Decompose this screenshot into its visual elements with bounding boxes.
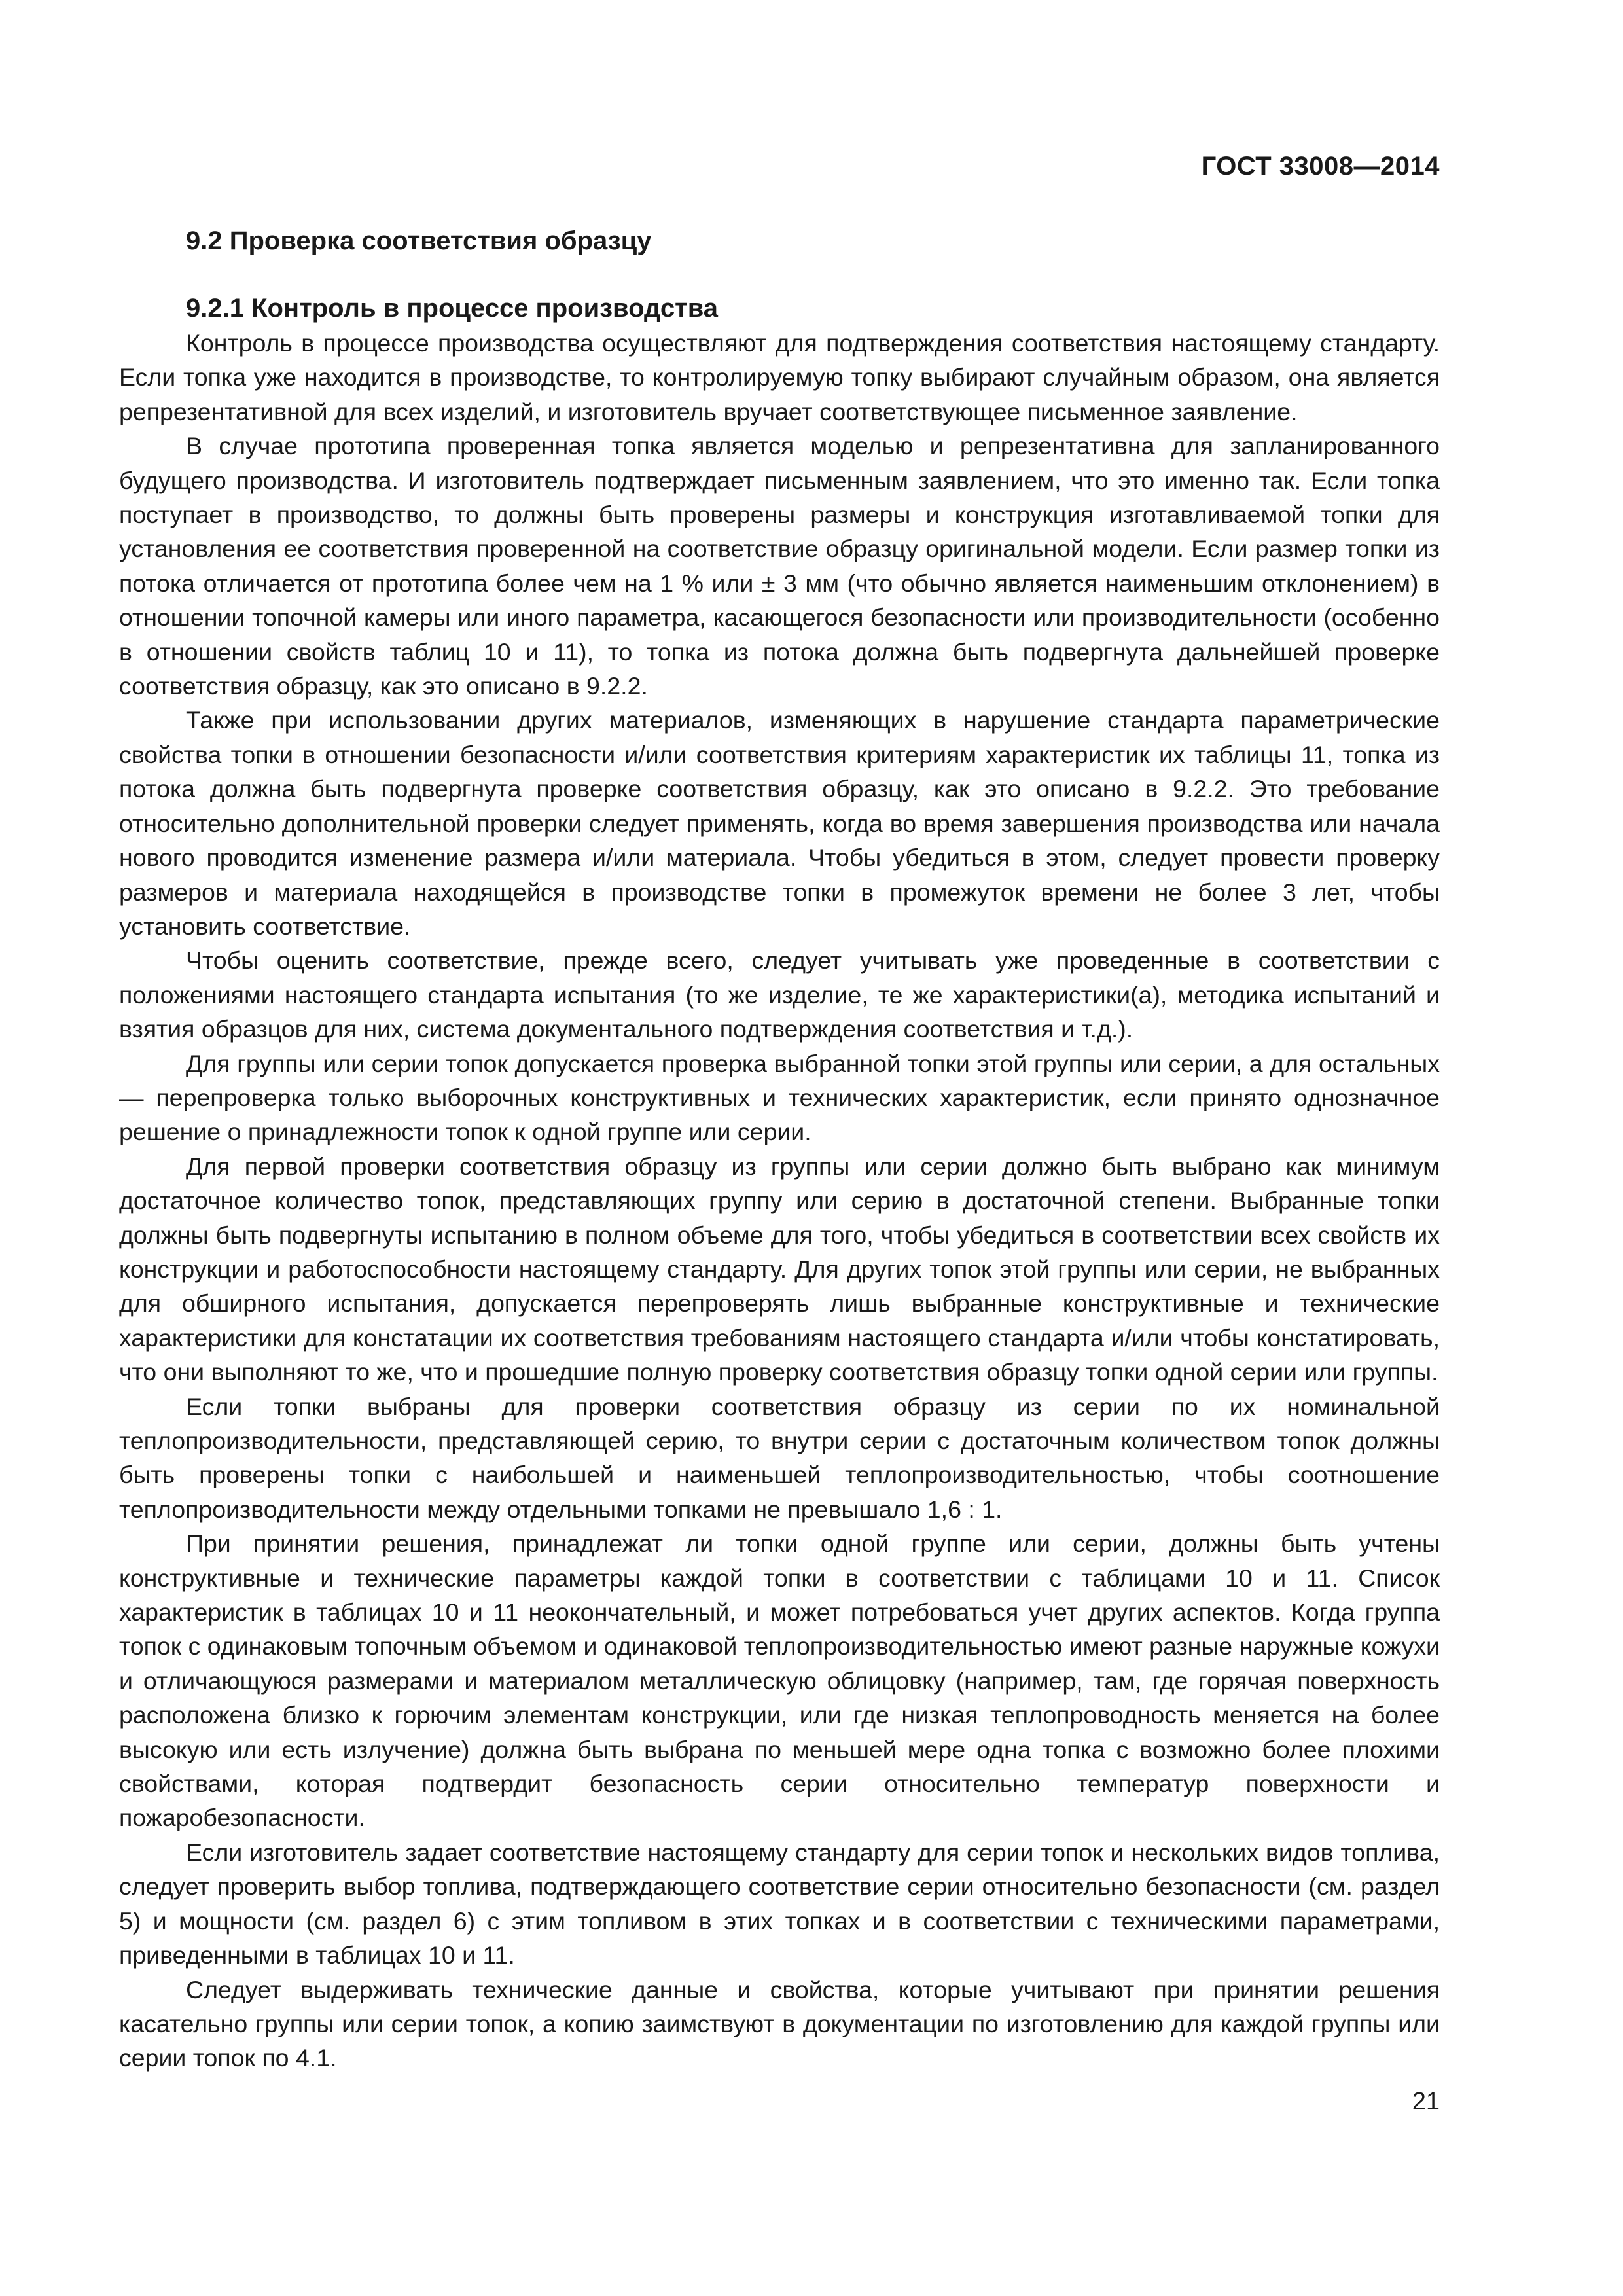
paragraph: Для первой проверки соответствия образцу из группы или серии должно быть выбрано как минимум достаточное количество топок, представляющих группу или серию в достаточной степени. Выбранные топки должны быть подвергнуты испытанию в полном объеме для того, чтобы убедиться в соответствии всех свойств их конструкции и работоспособности настоящему стандарту. Для других топок этой группы или серии, не выбранных для обширного испытания, допускается перепроверять лишь выбранные конструктивные и технические характеристики для констатации их соответствия требованиям настоящего стандарта и/или чтобы констатировать, что они выполняют то же, что и прошедшие полную проверку соответствия образцу топки одной серии или группы. [119, 1152, 1440, 1386]
paragraph: Также при использовании других материалов, изменяющих в нарушение стандарта параметрические свойства топки в отношении безопасности и/или соответствия критериям характеристик их таблицы 11, топка из потока должна быть подвергнута проверке соответствия образцу, как это описано в 9.2.2. Это требование относительно дополнительной проверки следует применять, когда во время завершения производства или начала нового проводится изменение размера и/или материала. Чтобы убедиться в этом, следует провести проверку размеров и материала находящейся в производстве топки в промежуток времени не более 3 лет, чтобы установить соответствие. [119, 706, 1440, 940]
paragraph: Если топки выбраны для проверки соответствия образцу из серии по их номинальной теплопроизводительности, представляющей серию, то внутри серии с достаточным количеством топок должны быть проверены топки с наибольшей и наименьшей теплопроизводительностью, чтобы соотношение теплопроизводительности между отдельными топками не превышало 1,6 : 1. [119, 1392, 1440, 1523]
paragraph: Контроль в процессе производства осуществляют для подтверждения соответствия настоящему стандарту. Если топка уже находится в производстве, то контролируемую топку выбирают случайным образом, она является репрезентативной для всех изделий, и изготовитель вручает соответствующее письменное заявление. [119, 329, 1440, 425]
subsection-heading: 9.2.1 Контроль в процессе производства [186, 294, 719, 323]
paragraph: При принятии решения, принадлежат ли топки одной группе или серии, должны быть учтены конструктивные и технические параметры каждой топки в соответствии с таблицами 10 и 11. Список характеристик в таблицах 10 и 11 неокончательный, и может потребоваться учет других аспектов. Когда группа топок с одинаковым топочным объемом и одинаковой теплопроизводительностью имеют разные наружные кожухи и отличающуюся размерами и материалом металлическую облицовку (например, там, где горячая поверхность расположена близко к горючим элементам конструкции, или где низкая теплопроводность меняется на более высокую или есть излучение) должна быть выбрана по меньшей мере одна топка с возможно более плохими свойствами, которая подтвердит безопасность серии относительно температур поверхности и пожаробезопасности. [119, 1530, 1440, 1832]
page-content [119, 223, 1440, 2075]
page-number: 21 [1412, 2088, 1440, 2115]
paragraph: Следует выдерживать технические данные и свойства, которые учитывают при принятии решения касательно группы или серии топок, а копию заимствуют в документации по изготовлению для каждой группы или серии топок по 4.1. [119, 1975, 1440, 2072]
paragraph: Для группы или серии топок допускается проверка выбранной топки этой группы или серии, а для остальных — перепроверка только выборочных конструктивных и технических характеристик, если принято однозначное решение о принадлежности топок к одной группе или серии. [119, 1049, 1440, 1146]
document-code: ГОСТ 33008—2014 [1201, 152, 1440, 181]
paragraph: Чтобы оценить соответствие, прежде всего, следует учитывать уже проведенные в соответствии с положениями настоящего стандарта испытания (то же изделие, те же характеристики(а), методика испытаний и взятия образцов для них, система документального подтверждения соответствия и т.д.). [119, 946, 1440, 1043]
paragraph: В случае прототипа проверенная топка является моделью и репрезентативна для запланированного будущего производства. И изготовитель подтверждает письменным заявлением, что это именно так. Если топка поступает в производство, то должны быть проверены размеры и конструкция изготавливаемой топки для установления ее соответствия проверенной на соответствие образцу оригинальной модели. Если размер топки из потока отличается от прототипа более чем на 1 % или ± 3 мм (что обычно является наименьшим отклонением) в отношении топочной камеры или иного параметра, касающегося безопасности или производительности (особенно в отношении свойств таблиц 10 и 11), то топка из потока должна быть подвергнута дальнейшей проверке соответствия образцу, как это описано в 9.2.2. [119, 432, 1440, 700]
section-heading: 9.2 Проверка соответствия образцу [186, 226, 652, 255]
paragraph: Если изготовитель задает соответствие настоящему стандарту для серии топок и нескольких видов топлива, следует проверить выбор топлива, подтверждающего соответствие серии относительно безопасности (см. раздел 5) и мощности (см. раздел 6) с этим топливом в этих топках и в соответствии с техническими параметрами, приведенными в таблицах 10 и 11. [119, 1838, 1440, 1969]
